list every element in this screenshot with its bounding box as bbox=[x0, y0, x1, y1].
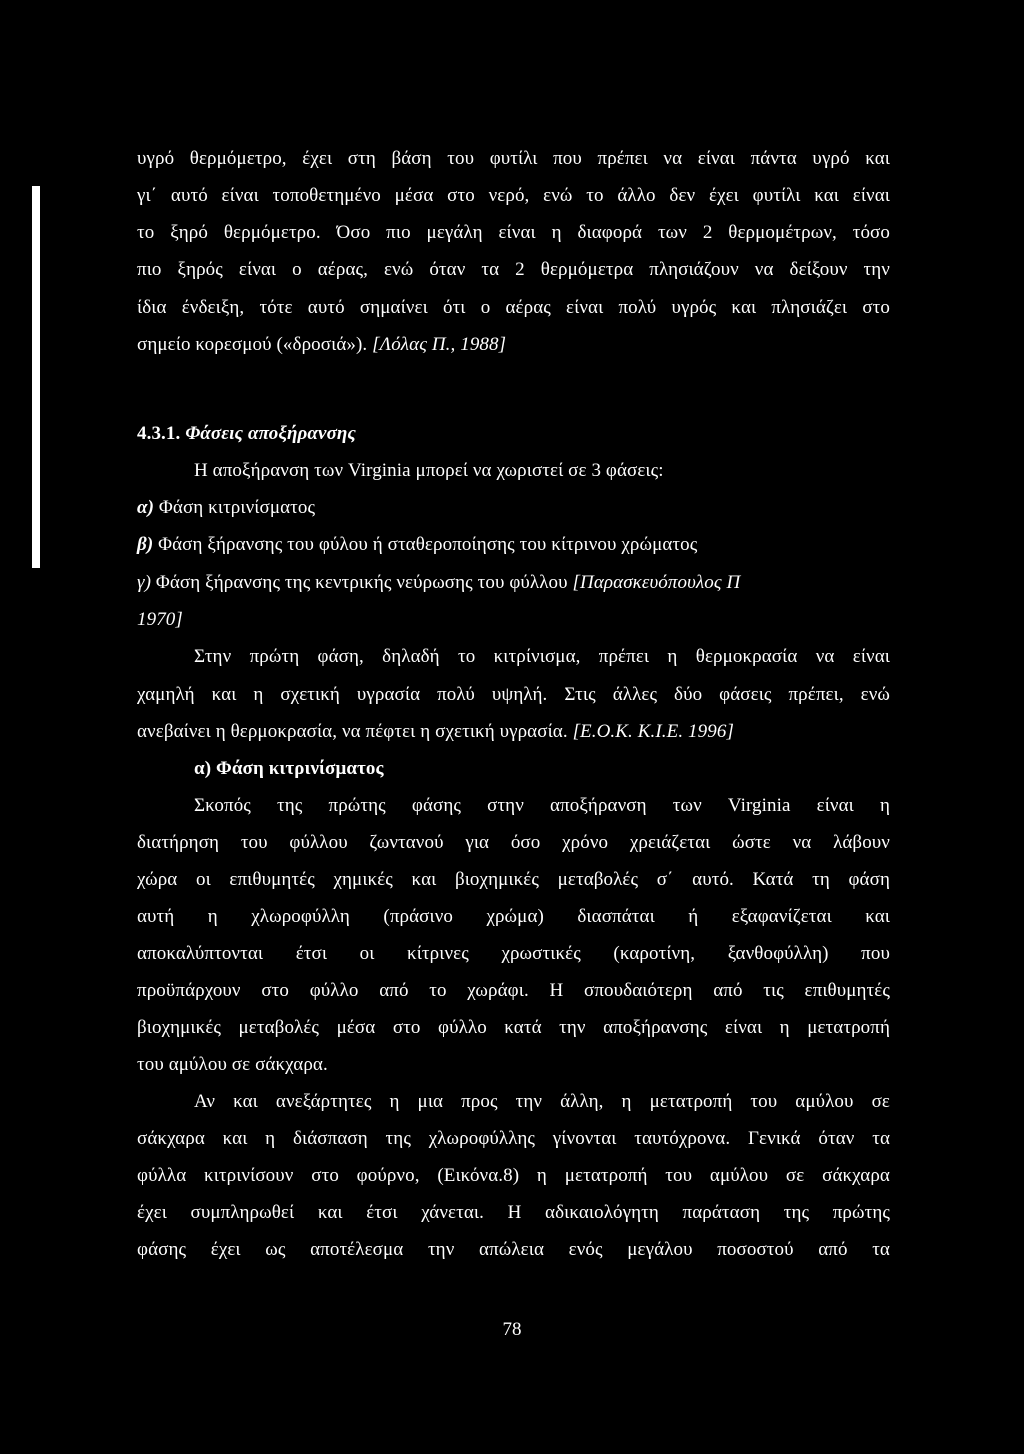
paragraph-line: γι΄ αυτό είναι τοποθετημένο μέσα στο νερό, ενώ το άλλο δεν έχει φυτίλι και είναι bbox=[137, 185, 890, 206]
list-text: Φάση ξήρανσης του φύλου ή σταθεροποίησης του κίτρινου χρώματος bbox=[158, 534, 698, 555]
paragraph-text: σημείο κορεσμού («δροσιά»). bbox=[137, 334, 368, 355]
paragraph-line: πιο ξηρός είναι ο αέρας, ενώ όταν τα 2 θερμόμετρα πλησιάζουν να δείξουν την bbox=[137, 259, 890, 280]
paragraph-text: ανεβαίνει η θερμοκρασία, να πέφτει η σχετική υγρασία. bbox=[137, 721, 568, 742]
margin-scan-bar bbox=[32, 186, 40, 568]
paragraph-line: σάκχαρα και η διάσπαση της χλωροφύλλης γίνονται ταυτόχρονα. Γενικά όταν τα bbox=[137, 1128, 890, 1149]
paragraph-line: ίδια ένδειξη, τότε αυτό σημαίνει ότι ο αέρας είναι πολύ υγρός και πλησιάζει στο bbox=[137, 297, 890, 318]
phase-item-a bbox=[137, 496, 315, 520]
list-text: Φάση κιτρινίσματος bbox=[158, 497, 316, 518]
paragraph-line: διατήρηση του φύλλου ζωντανού για όσο χρόνο χρειάζεται ώστε να λάβουν bbox=[137, 832, 890, 853]
paragraph-line: υγρό θερμόμετρο, έχει στη βάση του φυτίλι που πρέπει να είναι πάντα υγρό και bbox=[137, 148, 890, 169]
phase-item-c bbox=[137, 571, 740, 595]
paragraph-last-line: του αμύλου σε σάκχαρα. bbox=[137, 1054, 328, 1075]
section-heading bbox=[137, 422, 356, 446]
paragraph-last-line bbox=[137, 720, 734, 744]
list-marker: β) bbox=[137, 534, 154, 555]
paragraph-line: προϋπάρχουν στο φύλλο από το χωράφι. Η σπουδαιότερη από τις επιθυμητές bbox=[137, 980, 890, 1001]
paragraph-line: βιοχημικές μεταβολές μέσα στο φύλλο κατά την αποξήρανσης είναι η μετατροπή bbox=[137, 1017, 890, 1038]
list-marker: γ) bbox=[137, 572, 152, 593]
citation-continued: 1970] bbox=[137, 609, 183, 630]
citation: [Ε.Ο.Κ. Κ.Ι.Ε. 1996] bbox=[572, 721, 734, 742]
subheading: α) Φάση κιτρινίσματος bbox=[194, 758, 384, 779]
section-title: Φάσεις αποξήρανσης bbox=[185, 423, 357, 444]
paragraph-line: το ξηρό θερμόμετρο. Όσο πιο μεγάλη είναι η διαφορά των 2 θερμομέτρων, τόσο bbox=[137, 222, 890, 243]
paragraph-line: Στην πρώτη φάση, δηλαδή το κιτρίνισμα, πρέπει η θερμοκρασία να είναι bbox=[194, 646, 890, 667]
paragraph-line: χαμηλή και η σχετική υγρασία πολύ υψηλή. Στις άλλες δύο φάσεις πρέπει, ενώ bbox=[137, 684, 890, 705]
phase-item-b bbox=[137, 533, 697, 557]
paragraph-line: φύλλα κιτρινίσουν στο φούρνο, (Εικόνα.8) η μετατροπή του αμύλου σε σάκχαρα bbox=[137, 1165, 890, 1186]
paragraph-line: αποκαλύπτονται έτσι οι κίτρινες χρωστικές (καροτίνη, ξανθοφύλλη) που bbox=[137, 943, 890, 964]
paragraph-last-line bbox=[137, 333, 506, 357]
list-text: Φάση ξήρανσης της κεντρικής νεύρωσης του φύλλου bbox=[155, 572, 568, 593]
paragraph-line: χώρα οι επιθυμητές χημικές και βιοχημικές μεταβολές σ΄ αυτό. Κατά τη φάση bbox=[137, 869, 890, 890]
paragraph-line: έχει συμπληρωθεί και έτσι χάνεται. Η αδικαιολόγητη παράταση της πρώτης bbox=[137, 1202, 890, 1223]
paragraph-line: φάσης έχει ως αποτέλεσμα την απώλεια ενός μεγάλου ποσοστού από τα bbox=[137, 1239, 890, 1260]
paragraph-line: αυτή η χλωροφύλλη (πράσινο χρώμα) διασπάται ή εξαφανίζεται και bbox=[137, 906, 890, 927]
citation: [Παρασκευόπουλος Π bbox=[572, 572, 741, 593]
intro-line: Η αποξήρανση των Virginia μπορεί να χωριστεί σε 3 φάσεις: bbox=[194, 460, 664, 481]
citation: [Λόλας Π., 1988] bbox=[372, 334, 507, 355]
paragraph-line: Αν και ανεξάρτητες η μια προς την άλλη, η μετατροπή του αμύλου σε bbox=[194, 1091, 890, 1112]
section-number: 4.3.1. bbox=[137, 423, 181, 444]
list-marker: α) bbox=[137, 497, 155, 518]
paragraph-line: Σκοπός της πρώτης φάσης στην αποξήρανση των Virginia είναι η bbox=[194, 795, 890, 816]
page-number: 78 bbox=[502, 1319, 522, 1340]
